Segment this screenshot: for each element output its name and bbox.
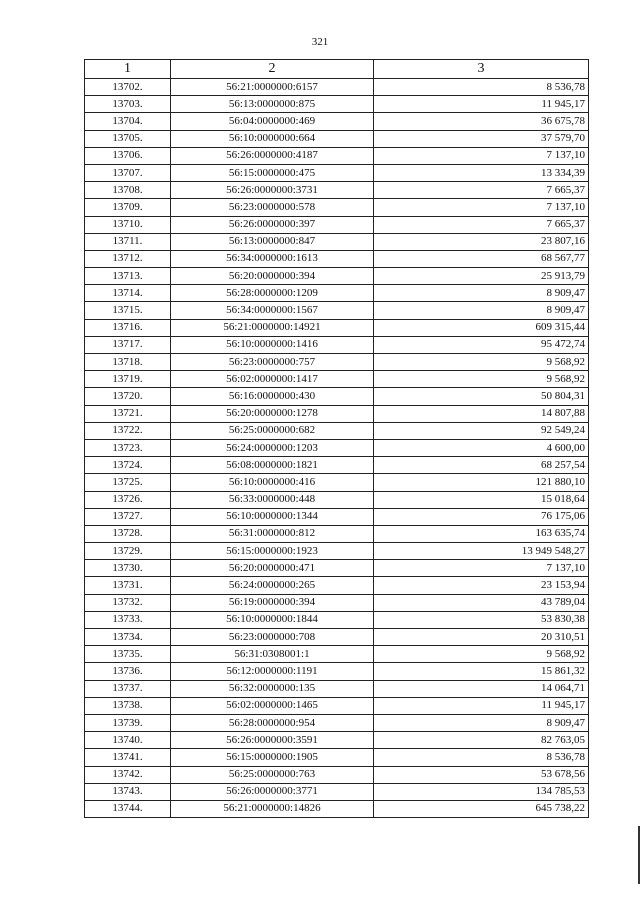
cadastral-number: 56:32:0000000:135 [171, 680, 374, 697]
table-row [85, 439, 589, 456]
cadastral-value: 645 738,22 [374, 800, 589, 817]
row-number: 13705. [85, 130, 171, 147]
table-row [85, 783, 589, 800]
table-row [85, 560, 589, 577]
cadastral-number: 56:12:0000000:1191 [171, 663, 374, 680]
row-number: 13735. [85, 646, 171, 663]
row-number: 13721. [85, 405, 171, 422]
row-number: 13717. [85, 336, 171, 353]
cadastral-value: 134 785,53 [374, 783, 589, 800]
table-row [85, 663, 589, 680]
row-number: 13724. [85, 457, 171, 474]
cadastral-value: 8 536,78 [374, 79, 589, 96]
table-row [85, 714, 589, 731]
row-number: 13718. [85, 354, 171, 371]
cadastral-number: 56:26:0000000:3591 [171, 732, 374, 749]
cadastral-number: 56:13:0000000:875 [171, 96, 374, 113]
row-number: 13720. [85, 388, 171, 405]
cadastral-number: 56:23:0000000:578 [171, 199, 374, 216]
cadastral-value: 7 665,37 [374, 216, 589, 233]
cadastral-number: 56:15:0000000:1923 [171, 543, 374, 560]
row-number: 13725. [85, 474, 171, 491]
row-number: 13703. [85, 96, 171, 113]
cadastral-number: 56:15:0000000:475 [171, 164, 374, 181]
cadastral-value: 37 579,70 [374, 130, 589, 147]
table-row [85, 766, 589, 783]
row-number: 13737. [85, 680, 171, 697]
cadastral-number: 56:21:0000000:14826 [171, 800, 374, 817]
page-number: 321 [311, 36, 329, 48]
cadastral-value: 9 568,92 [374, 371, 589, 388]
cadastral-value: 23 153,94 [374, 577, 589, 594]
cadastral-value: 68 567,77 [374, 250, 589, 267]
cadastral-value: 163 635,74 [374, 525, 589, 542]
table-row [85, 336, 589, 353]
cadastral-value: 9 568,92 [374, 646, 589, 663]
cadastral-number: 56:34:0000000:1567 [171, 302, 374, 319]
cadastral-value: 53 830,38 [374, 611, 589, 628]
cadastral-number: 56:21:0000000:14921 [171, 319, 374, 336]
cadastral-number: 56:10:0000000:664 [171, 130, 374, 147]
cadastral-value: 95 472,74 [374, 336, 589, 353]
row-number: 13722. [85, 422, 171, 439]
cadastral-number: 56:31:0308001:1 [171, 646, 374, 663]
table-row [85, 96, 589, 113]
table-row [85, 594, 589, 611]
cadastral-number: 56:10:0000000:1844 [171, 611, 374, 628]
cadastral-value: 13 949 548,27 [374, 543, 589, 560]
table-row [85, 646, 589, 663]
table-row [85, 697, 589, 714]
row-number: 13743. [85, 783, 171, 800]
table-row [85, 543, 589, 560]
table-row [85, 388, 589, 405]
cadastral-number: 56:24:0000000:265 [171, 577, 374, 594]
row-number: 13732. [85, 594, 171, 611]
row-number: 13708. [85, 182, 171, 199]
cadastral-value: 13 334,39 [374, 164, 589, 181]
table-row [85, 233, 589, 250]
table-row [85, 577, 589, 594]
cadastral-number: 56:10:0000000:416 [171, 474, 374, 491]
table-row [85, 405, 589, 422]
table-row [85, 285, 589, 302]
cadastral-number: 56:13:0000000:847 [171, 233, 374, 250]
column-header-3: 3 [374, 60, 589, 79]
table-row [85, 216, 589, 233]
cadastral-number: 56:34:0000000:1613 [171, 250, 374, 267]
row-number: 13738. [85, 697, 171, 714]
cadastral-number: 56:25:0000000:763 [171, 766, 374, 783]
header-row [85, 60, 589, 79]
cadastral-value: 11 945,17 [374, 697, 589, 714]
row-number: 13731. [85, 577, 171, 594]
cadastral-number: 56:02:0000000:1465 [171, 697, 374, 714]
cadastral-value: 8 909,47 [374, 302, 589, 319]
row-number: 13712. [85, 250, 171, 267]
table-row [85, 319, 589, 336]
row-number: 13736. [85, 663, 171, 680]
cadastral-value: 7 665,37 [374, 182, 589, 199]
row-number: 13723. [85, 439, 171, 456]
cadastral-number: 56:20:0000000:1278 [171, 405, 374, 422]
row-number: 13713. [85, 268, 171, 285]
row-number: 13715. [85, 302, 171, 319]
cadastral-value: 7 137,10 [374, 199, 589, 216]
cadastral-value: 14 064,71 [374, 680, 589, 697]
cadastral-number: 56:02:0000000:1417 [171, 371, 374, 388]
cadastral-value: 23 807,16 [374, 233, 589, 250]
cadastral-number: 56:15:0000000:1905 [171, 749, 374, 766]
cadastral-value: 82 763,05 [374, 732, 589, 749]
row-number: 13709. [85, 199, 171, 216]
row-number: 13711. [85, 233, 171, 250]
column-header-2: 2 [171, 60, 374, 79]
registry-table [84, 59, 589, 818]
cadastral-number: 56:26:0000000:397 [171, 216, 374, 233]
cadastral-value: 4 600,00 [374, 439, 589, 456]
cadastral-value: 15 018,64 [374, 491, 589, 508]
cadastral-number: 56:21:0000000:6157 [171, 79, 374, 96]
cadastral-number: 56:26:0000000:3731 [171, 182, 374, 199]
table-row [85, 79, 589, 96]
cadastral-number: 56:26:0000000:4187 [171, 147, 374, 164]
cadastral-value: 76 175,06 [374, 508, 589, 525]
row-number: 13704. [85, 113, 171, 130]
cadastral-value: 11 945,17 [374, 96, 589, 113]
row-number: 13727. [85, 508, 171, 525]
table-row [85, 457, 589, 474]
table-row [85, 199, 589, 216]
cadastral-number: 56:33:0000000:448 [171, 491, 374, 508]
cadastral-number: 56:10:0000000:1344 [171, 508, 374, 525]
table-row [85, 164, 589, 181]
cadastral-value: 92 549,24 [374, 422, 589, 439]
row-number: 13706. [85, 147, 171, 164]
table-row [85, 250, 589, 267]
row-number: 13726. [85, 491, 171, 508]
cadastral-value: 609 315,44 [374, 319, 589, 336]
table-row [85, 371, 589, 388]
cadastral-number: 56:24:0000000:1203 [171, 439, 374, 456]
cadastral-value: 36 675,78 [374, 113, 589, 130]
table-row [85, 732, 589, 749]
table-row [85, 182, 589, 199]
row-number: 13741. [85, 749, 171, 766]
cadastral-value: 20 310,51 [374, 629, 589, 646]
row-number: 13739. [85, 714, 171, 731]
table-row [85, 422, 589, 439]
table-row [85, 629, 589, 646]
row-number: 13728. [85, 525, 171, 542]
row-number: 13733. [85, 611, 171, 628]
row-number: 13734. [85, 629, 171, 646]
cadastral-number: 56:26:0000000:3771 [171, 783, 374, 800]
row-number: 13729. [85, 543, 171, 560]
cadastral-value: 14 807,88 [374, 405, 589, 422]
cadastral-number: 56:31:0000000:812 [171, 525, 374, 542]
cadastral-number: 56:16:0000000:430 [171, 388, 374, 405]
row-number: 13744. [85, 800, 171, 817]
row-number: 13740. [85, 732, 171, 749]
table-row [85, 354, 589, 371]
table-row [85, 680, 589, 697]
cadastral-value: 53 678,56 [374, 766, 589, 783]
cadastral-number: 56:08:0000000:1821 [171, 457, 374, 474]
column-header-1: 1 [85, 60, 171, 79]
cadastral-value: 50 804,31 [374, 388, 589, 405]
cadastral-value: 25 913,79 [374, 268, 589, 285]
row-number: 13707. [85, 164, 171, 181]
row-number: 13719. [85, 371, 171, 388]
cadastral-value: 121 880,10 [374, 474, 589, 491]
cadastral-value: 8 536,78 [374, 749, 589, 766]
cadastral-number: 56:20:0000000:471 [171, 560, 374, 577]
table-row [85, 525, 589, 542]
table-row [85, 302, 589, 319]
row-number: 13710. [85, 216, 171, 233]
cadastral-value: 9 568,92 [374, 354, 589, 371]
table-row [85, 800, 589, 817]
cadastral-value: 7 137,10 [374, 560, 589, 577]
cadastral-number: 56:28:0000000:1209 [171, 285, 374, 302]
cadastral-number: 56:28:0000000:954 [171, 714, 374, 731]
cadastral-number: 56:10:0000000:1416 [171, 336, 374, 353]
cadastral-value: 8 909,47 [374, 285, 589, 302]
row-number: 13742. [85, 766, 171, 783]
row-number: 13714. [85, 285, 171, 302]
cadastral-value: 7 137,10 [374, 147, 589, 164]
cadastral-number: 56:20:0000000:394 [171, 268, 374, 285]
cadastral-number: 56:04:0000000:469 [171, 113, 374, 130]
row-number: 13716. [85, 319, 171, 336]
table-row [85, 749, 589, 766]
table-row [85, 611, 589, 628]
cadastral-value: 43 789,04 [374, 594, 589, 611]
cadastral-value: 15 861,32 [374, 663, 589, 680]
table-row [85, 113, 589, 130]
table-row [85, 474, 589, 491]
cadastral-number: 56:19:0000000:394 [171, 594, 374, 611]
cadastral-number: 56:23:0000000:757 [171, 354, 374, 371]
cadastral-value: 8 909,47 [374, 714, 589, 731]
row-number: 13702. [85, 79, 171, 96]
table-row [85, 130, 589, 147]
cadastral-number: 56:23:0000000:708 [171, 629, 374, 646]
cadastral-number: 56:25:0000000:682 [171, 422, 374, 439]
table-row [85, 147, 589, 164]
table-row [85, 491, 589, 508]
table-row [85, 508, 589, 525]
row-number: 13730. [85, 560, 171, 577]
cadastral-value: 68 257,54 [374, 457, 589, 474]
table-row [85, 268, 589, 285]
